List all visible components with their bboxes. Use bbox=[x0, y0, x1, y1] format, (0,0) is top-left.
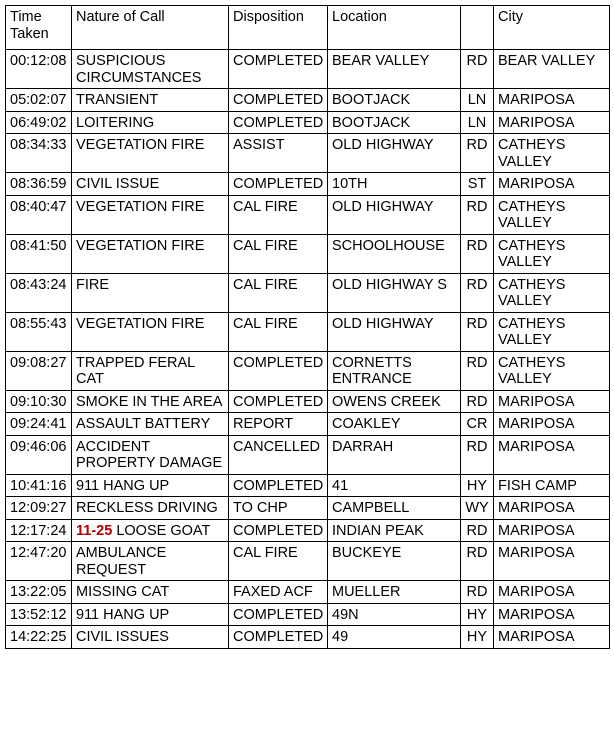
cell-nature-of-call: VEGETATION FIRE bbox=[72, 234, 229, 273]
cell-city: MARIPOSA bbox=[494, 173, 610, 196]
call-log-table bbox=[5, 5, 610, 649]
cell-nature-of-call: VEGETATION FIRE bbox=[72, 312, 229, 351]
cell-time: 00:12:08 bbox=[6, 50, 72, 89]
cell-location: BOOTJACK bbox=[328, 111, 461, 134]
cell-time: 08:40:47 bbox=[6, 195, 72, 234]
cell-nature-of-call: TRANSIENT bbox=[72, 89, 229, 112]
cell-city: CATHEYS VALLEY bbox=[494, 312, 610, 351]
header-disposition: Disposition bbox=[229, 6, 328, 50]
cell-suffix: HY bbox=[461, 603, 494, 626]
cell-suffix: RD bbox=[461, 234, 494, 273]
cell-time: 12:17:24 bbox=[6, 519, 72, 542]
cell-city: MARIPOSA bbox=[494, 603, 610, 626]
cell-suffix: RD bbox=[461, 519, 494, 542]
cell-suffix: RD bbox=[461, 390, 494, 413]
cell-nature-of-call: RECKLESS DRIVING bbox=[72, 497, 229, 520]
cell-nature-of-call: TRAPPED FERAL CAT bbox=[72, 351, 229, 390]
cell-nature-of-call bbox=[72, 519, 229, 542]
cell-suffix: CR bbox=[461, 413, 494, 436]
table-row bbox=[6, 497, 610, 520]
table-row bbox=[6, 435, 610, 474]
cell-suffix: RD bbox=[461, 195, 494, 234]
cell-location: CAMPBELL bbox=[328, 497, 461, 520]
cell-time: 08:36:59 bbox=[6, 173, 72, 196]
cell-disposition: CAL FIRE bbox=[229, 195, 328, 234]
cell-suffix: RD bbox=[461, 542, 494, 581]
cell-suffix: ST bbox=[461, 173, 494, 196]
cell-city: MARIPOSA bbox=[494, 581, 610, 604]
call-log-body bbox=[6, 50, 610, 649]
cell-nature-of-call: SMOKE IN THE AREA bbox=[72, 390, 229, 413]
cell-time: 10:41:16 bbox=[6, 474, 72, 497]
cell-disposition: TO CHP bbox=[229, 497, 328, 520]
cell-location: 49 bbox=[328, 626, 461, 649]
cell-time: 08:43:24 bbox=[6, 273, 72, 312]
cell-disposition: COMPLETED bbox=[229, 173, 328, 196]
table-row bbox=[6, 581, 610, 604]
cell-city: CATHEYS VALLEY bbox=[494, 273, 610, 312]
cell-time: 09:10:30 bbox=[6, 390, 72, 413]
table-row bbox=[6, 413, 610, 436]
cell-disposition: CAL FIRE bbox=[229, 273, 328, 312]
cell-disposition: COMPLETED bbox=[229, 474, 328, 497]
cell-time: 09:08:27 bbox=[6, 351, 72, 390]
cell-suffix: RD bbox=[461, 351, 494, 390]
cell-time: 06:49:02 bbox=[6, 111, 72, 134]
cell-city: FISH CAMP bbox=[494, 474, 610, 497]
cell-location: BUCKEYE bbox=[328, 542, 461, 581]
cell-disposition: REPORT bbox=[229, 413, 328, 436]
call-nature-text: LOOSE GOAT bbox=[112, 522, 211, 539]
cell-disposition: COMPLETED bbox=[229, 390, 328, 413]
cell-time: 13:52:12 bbox=[6, 603, 72, 626]
cell-city: MARIPOSA bbox=[494, 390, 610, 413]
cell-city: CATHEYS VALLEY bbox=[494, 234, 610, 273]
cell-disposition: FAXED ACF bbox=[229, 581, 328, 604]
cell-time: 08:34:33 bbox=[6, 134, 72, 173]
cell-nature-of-call: CIVIL ISSUE bbox=[72, 173, 229, 196]
cell-disposition: CAL FIRE bbox=[229, 542, 328, 581]
cell-time: 13:22:05 bbox=[6, 581, 72, 604]
header-row bbox=[6, 6, 610, 50]
cell-location: CORNETTS ENTRANCE bbox=[328, 351, 461, 390]
cell-city: CATHEYS VALLEY bbox=[494, 351, 610, 390]
cell-suffix: WY bbox=[461, 497, 494, 520]
cell-location: MUELLER bbox=[328, 581, 461, 604]
cell-suffix: LN bbox=[461, 89, 494, 112]
cell-disposition: COMPLETED bbox=[229, 111, 328, 134]
cell-disposition: CAL FIRE bbox=[229, 234, 328, 273]
cell-nature-of-call: CIVIL ISSUES bbox=[72, 626, 229, 649]
cell-suffix: RD bbox=[461, 435, 494, 474]
cell-city: MARIPOSA bbox=[494, 519, 610, 542]
header-location: Location bbox=[328, 6, 461, 50]
cell-suffix: RD bbox=[461, 134, 494, 173]
table-row bbox=[6, 603, 610, 626]
cell-suffix: RD bbox=[461, 50, 494, 89]
cell-nature-of-call: LOITERING bbox=[72, 111, 229, 134]
cell-nature-of-call: FIRE bbox=[72, 273, 229, 312]
cell-location: INDIAN PEAK bbox=[328, 519, 461, 542]
header-time-line2: Taken bbox=[10, 25, 49, 42]
table-row bbox=[6, 351, 610, 390]
cell-location: OLD HIGHWAY bbox=[328, 312, 461, 351]
table-row bbox=[6, 626, 610, 649]
call-code: 11-25 bbox=[76, 522, 113, 539]
cell-disposition: COMPLETED bbox=[229, 519, 328, 542]
header-time-taken bbox=[6, 6, 72, 50]
cell-location: BOOTJACK bbox=[328, 89, 461, 112]
cell-time: 09:24:41 bbox=[6, 413, 72, 436]
header-suffix bbox=[461, 6, 494, 50]
cell-location: OLD HIGHWAY S bbox=[328, 273, 461, 312]
cell-nature-of-call: 911 HANG UP bbox=[72, 603, 229, 626]
cell-location: OLD HIGHWAY bbox=[328, 134, 461, 173]
cell-disposition: CAL FIRE bbox=[229, 312, 328, 351]
cell-city: MARIPOSA bbox=[494, 435, 610, 474]
header-city: City bbox=[494, 6, 610, 50]
table-row bbox=[6, 273, 610, 312]
cell-time: 12:09:27 bbox=[6, 497, 72, 520]
cell-city: MARIPOSA bbox=[494, 542, 610, 581]
table-row bbox=[6, 111, 610, 134]
cell-disposition: COMPLETED bbox=[229, 603, 328, 626]
cell-time: 12:47:20 bbox=[6, 542, 72, 581]
table-row bbox=[6, 234, 610, 273]
cell-time: 09:46:06 bbox=[6, 435, 72, 474]
cell-disposition: COMPLETED bbox=[229, 89, 328, 112]
cell-suffix: LN bbox=[461, 111, 494, 134]
table-row bbox=[6, 519, 610, 542]
cell-location: DARRAH bbox=[328, 435, 461, 474]
cell-disposition: COMPLETED bbox=[229, 50, 328, 89]
table-row bbox=[6, 390, 610, 413]
table-row bbox=[6, 474, 610, 497]
cell-city: MARIPOSA bbox=[494, 413, 610, 436]
cell-suffix: HY bbox=[461, 626, 494, 649]
cell-location: 41 bbox=[328, 474, 461, 497]
cell-location: SCHOOLHOUSE bbox=[328, 234, 461, 273]
cell-nature-of-call: 911 HANG UP bbox=[72, 474, 229, 497]
cell-nature-of-call: VEGETATION FIRE bbox=[72, 134, 229, 173]
cell-city: MARIPOSA bbox=[494, 626, 610, 649]
cell-time: 08:55:43 bbox=[6, 312, 72, 351]
cell-location: 49N bbox=[328, 603, 461, 626]
cell-nature-of-call: MISSING CAT bbox=[72, 581, 229, 604]
cell-disposition: COMPLETED bbox=[229, 626, 328, 649]
cell-location: OLD HIGHWAY bbox=[328, 195, 461, 234]
header-nature-of-call: Nature of Call bbox=[72, 6, 229, 50]
cell-disposition: ASSIST bbox=[229, 134, 328, 173]
cell-nature-of-call: SUSPICIOUS CIRCUMSTANCES bbox=[72, 50, 229, 89]
cell-nature-of-call: ASSAULT BATTERY bbox=[72, 413, 229, 436]
cell-location: COAKLEY bbox=[328, 413, 461, 436]
table-row bbox=[6, 50, 610, 89]
table-row bbox=[6, 89, 610, 112]
cell-disposition: COMPLETED bbox=[229, 351, 328, 390]
cell-time: 14:22:25 bbox=[6, 626, 72, 649]
header-time-line1: Time bbox=[10, 9, 42, 25]
cell-city: MARIPOSA bbox=[494, 111, 610, 134]
cell-city: CATHEYS VALLEY bbox=[494, 195, 610, 234]
table-row bbox=[6, 134, 610, 173]
cell-nature-of-call: ACCIDENT PROPERTY DAMAGE bbox=[72, 435, 229, 474]
table-row bbox=[6, 312, 610, 351]
cell-disposition: CANCELLED bbox=[229, 435, 328, 474]
cell-suffix: RD bbox=[461, 581, 494, 604]
table-row bbox=[6, 195, 610, 234]
cell-location: BEAR VALLEY bbox=[328, 50, 461, 89]
cell-suffix: RD bbox=[461, 273, 494, 312]
table-row bbox=[6, 173, 610, 196]
cell-city: BEAR VALLEY bbox=[494, 50, 610, 89]
cell-nature-of-call: VEGETATION FIRE bbox=[72, 195, 229, 234]
cell-location: OWENS CREEK bbox=[328, 390, 461, 413]
cell-suffix: HY bbox=[461, 474, 494, 497]
cell-city: CATHEYS VALLEY bbox=[494, 134, 610, 173]
cell-suffix: RD bbox=[461, 312, 494, 351]
table-row bbox=[6, 542, 610, 581]
cell-time: 05:02:07 bbox=[6, 89, 72, 112]
cell-city: MARIPOSA bbox=[494, 89, 610, 112]
cell-time: 08:41:50 bbox=[6, 234, 72, 273]
cell-city: MARIPOSA bbox=[494, 497, 610, 520]
cell-nature-of-call: AMBULANCE REQUEST bbox=[72, 542, 229, 581]
cell-location: 10TH bbox=[328, 173, 461, 196]
